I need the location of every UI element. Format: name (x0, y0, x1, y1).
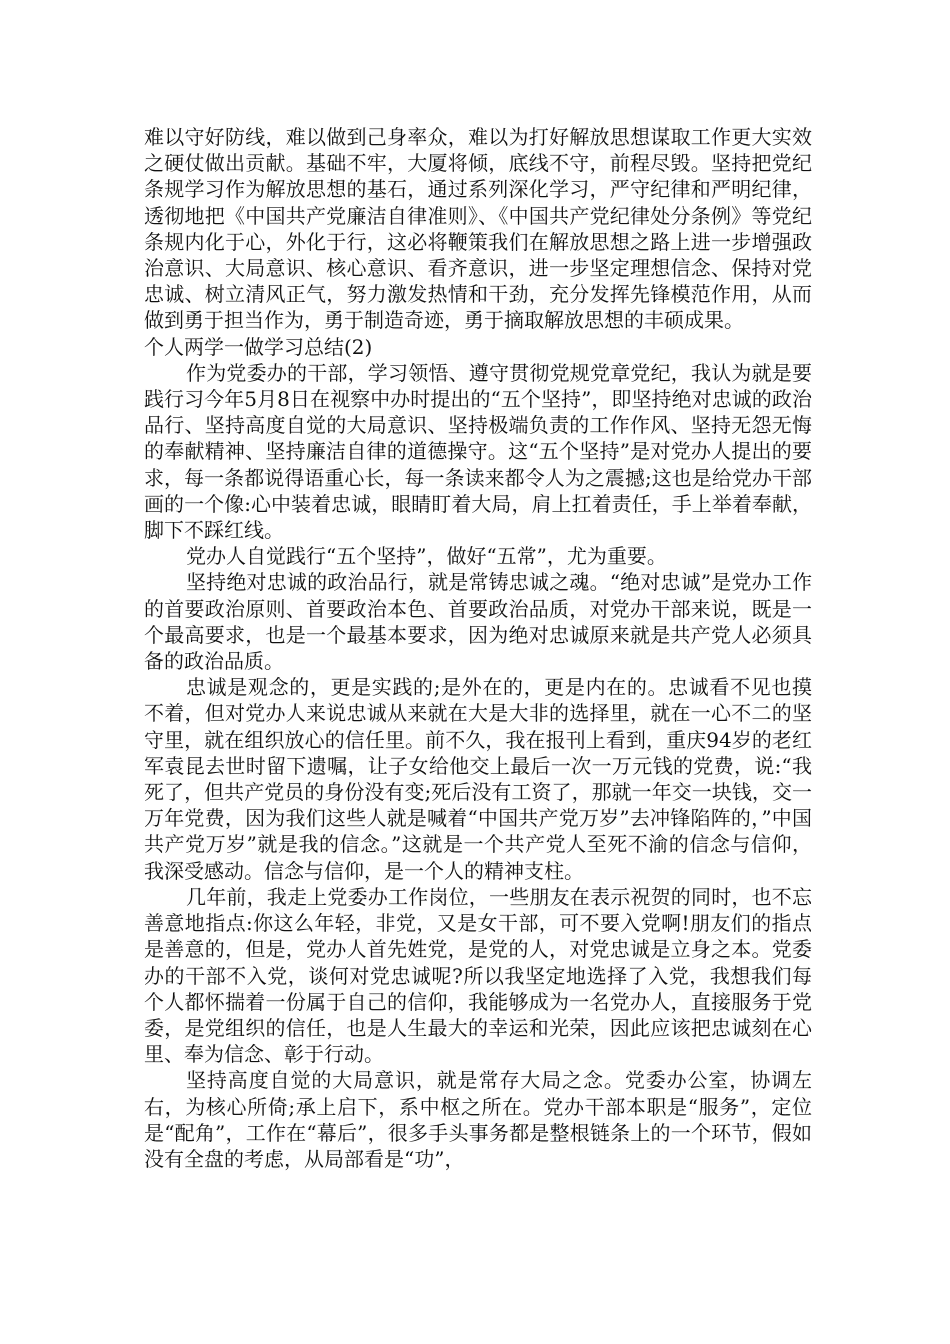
paragraph-continued: 难以守好防线，难以做到己身率众，难以为打好解放思想谋取工作更大实效之硬仗做出贡献。基础不牢，大厦将倾，底线不守，前程尽毁。坚持把党纪条规学习作为解放思想的基石，通过系列深化学习，严守纪律和严明纪律，透彻地把《中国共产党廉洁自律准则》、《中国共产党纪律处分条例》等党纪条规内化于心，外化于行，这必将鞭策我们在解放思想之路上进一步增强政治意识、大局意识、核心意识、看齐意识，进一步坚定理想信念、保持对党忠诚、树立清风正气，努力激发热情和干劲，充分发挥先锋模范作用，从而做到勇于担当作为，勇于制造奇迹，勇于摘取解放思想的丰硕成果。 (144, 125, 812, 333)
paragraph: 几年前，我走上党委办工作岗位，一些朋友在表示祝贺的同时，也不忘善意地指点:你这么年轻，非党，又是女干部，可不要入党啊!朋友们的指点是善意的，但是，党办人首先姓党，是党的人，对党忠诚是立身之本。党委办的干部不入党，谈何对党忠诚呢?所以我坚定地选择了入党，我想我们每个人都怀揣着一份属于自己的信仰，我能够成为一名党办人，直接服务于党委，是党组织的信任，也是人生最大的幸运和光荣，因此应该把忠诚刻在心里、奉为信念、彰于行动。 (144, 884, 812, 1067)
paragraph: 忠诚是观念的，更是实践的;是外在的，更是内在的。忠诚看不见也摸不着，但对党办人来说忠诚从来就在大是大非的选择里，就在一心不二的坚守里，就在组织放心的信任里。前不久，我在报刊上看到，重庆94岁的老红军袁昆去世时留下遗嘱，让子女给他交上最后一次一万元钱的党费，说:“我死了，但共产党员的身份没有变;死后没有工资了，那就一年交一块钱，交一万年党费，因为我们这些人就是喊着“中国共产党万岁”去冲锋陷阵的，”中国共产党万岁”就是我的信念。”这就是一个共产党人至死不渝的信念与信仰，我深受感动。信念与信仰，是一个人的精神支柱。 (144, 675, 812, 883)
paragraph: 党办人自觉践行“五个坚持”，做好“五常”，尤为重要。 (186, 544, 667, 569)
paragraph: 坚持高度自觉的大局意识，就是常存大局之念。党委办公室，协调左右，为核心所倚;承上启下，系中枢之所在。党办干部本职是“服务”，定位是“配角”，工作在“幕后”，很多手头事务都是整根链条上的一个环节，假如没有全盘的考虑，从局部看是“功”， (144, 1068, 812, 1171)
paragraph: 坚持绝对忠诚的政治品行，就是常铸忠诚之魂。“绝对忠诚”是党办工作的首要政治原则、首要政治本色、首要政治品质，对党办干部来说，既是一个最高要求，也是一个最基本要求，因为绝对忠诚原来就是共产党人必须具备的政治品质。 (144, 570, 812, 674)
section-title: 个人两学一做学习总结(2) (144, 334, 373, 359)
document-body (144, 124, 812, 1172)
paragraph: 作为党委办的干部，学习领悟、遵守贯彻党规党章党纪，我认为就是要践行习今年5月8日在视察中办时提出的“五个坚持”，即坚持绝对忠诚的政治品行、坚持高度自觉的大局意识、坚持极端负责的工作作风、坚持无怨无悔的奉献精神、坚持廉洁自律的道德操守。这“五个坚持”是对党办人提出的要求，每一条都说得语重心长，每一条读来都令人为之震撼;这也是给党办干部画的一个像:心中装着忠诚，眼睛盯着大局，肩上扛着责任，手上举着奉献，脚下不踩红线。 (144, 360, 812, 543)
